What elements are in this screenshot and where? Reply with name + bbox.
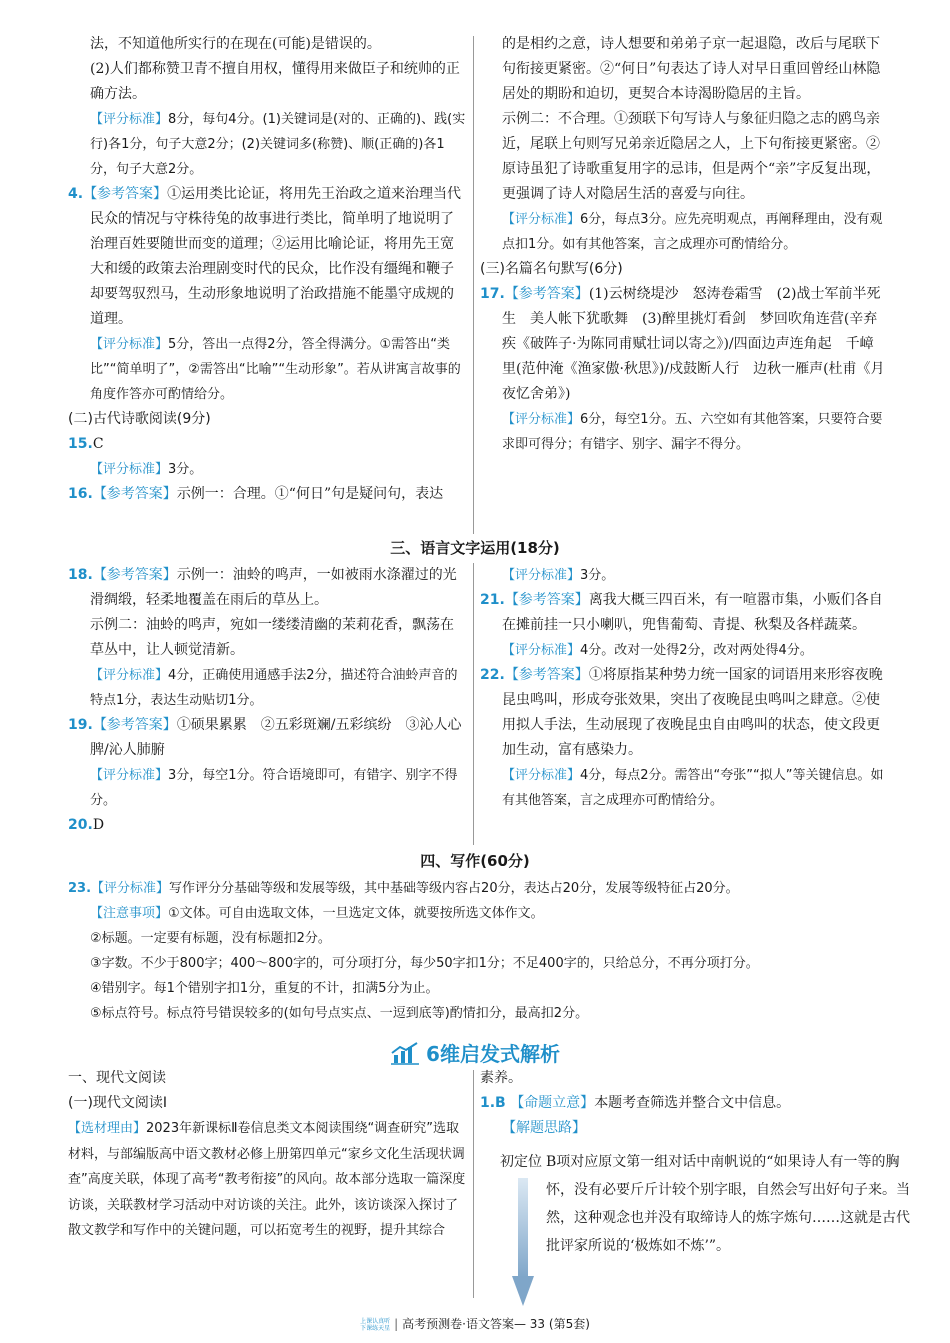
answer-tag: 【参考答案】 xyxy=(92,567,177,583)
scoring-text: 8分，每句4分。(1)关键词是(对的、正确的)、践(实行)各1分，句子大意2分；(2)关键词多(称赞)、顺(正确的)各1分，句子大意2分。 xyxy=(90,112,466,177)
section-title-3: 三、语言文字运用(18分) xyxy=(390,539,560,557)
question-21 xyxy=(480,588,885,638)
question-number: 19. xyxy=(68,717,93,733)
writing-section xyxy=(68,876,888,1026)
column-divider xyxy=(473,563,474,845)
answer-example-2: 示例二：不合理。①颈联下句写诗人与象征归隐之志的鸥鸟亲近，尾联上句则写兄弟亲近隐居之人，上下句衔接更紧密。②原诗虽犯了诗歌重复用字的忌讳，但是两个“亲”字反复出现，更强调了诗人对隐居生活的喜爱与向往。 xyxy=(502,111,881,202)
question-15 xyxy=(68,432,466,457)
answer-text: 离我大概三四百米，有一喧嚣市集，小贩们各自在摊前挂一只小喇叭，兜售葡萄、青提、秋梨及各样蔬菜。 xyxy=(502,592,883,633)
question-16 xyxy=(68,482,466,507)
text-line: 素养。 xyxy=(480,1070,522,1086)
scoring-standard xyxy=(480,407,885,457)
scoring-standard xyxy=(68,763,466,813)
scoring-standard xyxy=(68,107,466,182)
footer-separator: | xyxy=(394,1317,399,1331)
subsection-heading: (三)名篇名句默写(6分) xyxy=(480,261,623,277)
left-bottom-column xyxy=(68,1066,466,1244)
left-middle-column xyxy=(68,563,466,838)
answer-tag: 【参考答案】 xyxy=(504,286,589,302)
question-number: 15. xyxy=(68,436,93,452)
selection-text: 2023年新课标Ⅱ卷信息类文本阅读围绕“调查研究”选取材料，与部编版高中语文教材必修上册第四单元“家乡文化生活现状调查”高度关联，体现了高考“教考衔接”的风向。故本部分选取一篇深度访谈，关联教材学习活动中对访谈的关注。此外，该访谈深入探讨了散文教学和写作中的关键问题，可以拓宽考生的视野，提升其综合 xyxy=(68,1121,466,1238)
note-4: ④错别字。每1个错别字扣1分，重复的不计，扣满5分为止。 xyxy=(90,981,439,996)
scoring-tag: 【评分标准】 xyxy=(502,768,581,783)
note-5: ⑤标点符号。标点符号错误较多的(如句号点实点、一逗到底等)酌情扣分，最高扣2分。 xyxy=(90,1006,589,1021)
arrow-down-icon xyxy=(512,1178,534,1308)
question-1 xyxy=(480,1091,885,1116)
footer-logo xyxy=(360,1318,390,1332)
banner-title: 6维启发式解析 xyxy=(426,1042,560,1066)
selection-tag: 【选材理由】 xyxy=(68,1121,147,1136)
answer-text: (1)云树绕堤沙 怒涛卷霜雪 (2)战士军前半死生 美人帐下犹歌舞 (3)醉里挑灯看剑 梦回吹角连营(辛弃疾《破阵子·为陈同甫赋壮词以寄之》)/四面边声连角起 千嶂里(范仲淹《渔家傲·秋思》)/戍鼓断人行 边秋一雁声(杜甫《月夜忆舍弟》) xyxy=(502,286,885,402)
question-number: 16. xyxy=(68,486,93,502)
question-number: 20. xyxy=(68,817,93,833)
scoring-standard xyxy=(480,207,885,257)
flow-text: B项对应原文第一组对话中南帆说的“如果诗人有一等的胸怀，没有必要斤斤计较个别字眼，自然会写出好句子来。当然，这种观念也并没有取缔诗人的炼字炼句……这就是古代批评家所说的‘极炼如不炼’”。 xyxy=(546,1154,910,1254)
scoring-tag: 【评分标准】 xyxy=(502,568,581,583)
scoring-text: 3分。 xyxy=(168,462,203,477)
question-number: 17. xyxy=(480,286,505,302)
note-1 xyxy=(68,901,888,926)
answer-text: ①硕果累累 ②五彩斑斓/五彩缤纷 ③沁人心脾/沁人肺腑 xyxy=(90,717,462,758)
logo-line: 下课练天星 xyxy=(360,1324,391,1332)
intent-tag: 【命题立意】 xyxy=(510,1095,595,1111)
scoring-standard xyxy=(68,663,466,713)
text-line: 法，不知道他所实行的在现在(可能)是错误的。 xyxy=(90,36,381,52)
scoring-text: 写作评分分基础等级和发展等级，其中基础等级内容占20分，表达占20分，发展等级特征占20分。 xyxy=(169,881,739,896)
answer-example-2: 示例二：油蛉的鸣声，宛如一缕缕清幽的茉莉花香，飘荡在草丛中，让人顿觉清新。 xyxy=(90,617,454,658)
answer-text: D xyxy=(92,817,105,833)
solution-idea xyxy=(480,1116,885,1141)
scoring-tag: 【评分标准】 xyxy=(502,643,581,658)
answer-tag: 【参考答案】 xyxy=(504,592,589,608)
scoring-standard xyxy=(480,638,885,663)
scoring-text: 6分，每点3分。应先亮明观点，再阐释理由，没有观点扣1分。如有其他答案，言之成理亦可酌情给分。 xyxy=(502,212,883,252)
answer-text: C xyxy=(92,436,104,452)
analysis-banner xyxy=(0,1038,950,1067)
question-number: 22. xyxy=(480,667,505,683)
page-footer xyxy=(0,1315,950,1332)
answer-text: 示例一：合理。①“何日”句是疑问句，表达 xyxy=(176,486,444,502)
question-22 xyxy=(480,663,885,763)
right-bottom-column xyxy=(480,1066,885,1141)
footer-text: 高考预测卷·语文答案— 33 (第5套) xyxy=(402,1317,590,1331)
scoring-text: 6分，每空1分。五、六空如有其他答案，只要符合要求即可得分；有错字、别字、漏字不得分。 xyxy=(502,412,883,452)
scoring-tag: 【评分标准】 xyxy=(502,212,581,227)
question-4 xyxy=(68,182,466,332)
logo-line: 上课认真听 xyxy=(360,1317,391,1325)
scoring-tag: 【评分标准】 xyxy=(90,668,169,683)
scoring-standard xyxy=(68,332,466,407)
intent-text: 本题考查筛选并整合文中信息。 xyxy=(594,1095,791,1111)
note-3: ③字数。不少于800字；400～800字的，可分项打分，每少50字扣1分；不足400字的，只给总分，不再分项打分。 xyxy=(90,956,759,971)
flow-label: 初定位 xyxy=(500,1154,542,1170)
scoring-text: 4分。改对一处得2分，改对两处得4分。 xyxy=(580,643,813,658)
scoring-text: 4分，每点2分。需答出“夸张”“拟人”等关键信息。如有其他答案，言之成理亦可酌情给分。 xyxy=(502,768,884,808)
scoring-standard xyxy=(68,457,466,482)
translation-2: (2)人们都称赞卫青不擅自用权，懂得用来做臣子和统帅的正确方法。 xyxy=(90,61,460,102)
answer-text: 示例一：油蛉的鸣声，一如被雨水涤濯过的光滑绸缎，轻柔地覆盖在雨后的草丛上。 xyxy=(90,567,457,608)
scoring-tag: 【评分标准】 xyxy=(91,881,170,896)
question-number: 4. xyxy=(68,186,84,202)
scoring-text: 3分，每空1分。符合语境即可，有错字、别字不得分。 xyxy=(90,768,458,808)
scoring-tag: 【评分标准】 xyxy=(90,462,169,477)
scoring-tag: 【评分标准】 xyxy=(502,412,581,427)
scoring-tag: 【评分标准】 xyxy=(90,768,169,783)
right-top-column xyxy=(480,32,885,457)
heading-reading-1: (一)现代文阅读Ⅰ xyxy=(68,1095,168,1111)
scoring-tag: 【评分标准】 xyxy=(90,337,169,352)
question-number: 21. xyxy=(480,592,505,608)
scoring-standard xyxy=(480,563,885,588)
section-title-4: 四、写作(60分) xyxy=(420,852,530,870)
selection-reason xyxy=(68,1116,466,1244)
question-17 xyxy=(480,282,885,407)
scoring-text: 4分，正确使用通感手法2分，描述符合油蛉声音的特点1分，表达生动贴切1分。 xyxy=(90,668,458,708)
question-number: 18. xyxy=(68,567,93,583)
answer-text: ①运用类比论证，将用先王治政之道来治理当代民众的情况与守株待兔的故事进行类比，简单明了地说明了治理百姓要随世而变的道理；②运用比喻论证，将用先王宽大和缓的政策去治理剧变时代的民众，比作没有缰绳和鞭子却要驾驭烈马，生动形象地说明了治政措施不能墨守成规的道理。 xyxy=(90,186,462,327)
scoring-standard xyxy=(480,763,885,813)
question-18 xyxy=(68,563,466,613)
solution-tag: 【解题思路】 xyxy=(502,1120,586,1136)
answer-tag: 【参考答案】 xyxy=(504,667,589,683)
subsection-heading: (二)古代诗歌阅读(9分) xyxy=(68,411,211,427)
question-23 xyxy=(68,876,888,901)
question-number: 23. xyxy=(68,881,92,896)
chart-icon xyxy=(390,1041,420,1065)
note-text: ①文体。可自由选取文体，一旦选定文体，就要按所选文体作文。 xyxy=(168,906,544,921)
answer-text: ①将原指某种势力统一国家的词语用来形容夜晚昆虫鸣叫，形成夸张效果，突出了夜晚昆虫鸣叫之肆意。②使用拟人手法，生动展现了夜晚昆虫自由鸣叫的状态，使文段更加生动，富有感染力。 xyxy=(502,667,883,758)
left-top-column xyxy=(68,32,466,507)
note-2: ②标题。一定要有标题，没有标题扣2分。 xyxy=(90,931,331,946)
answer-continuation: 的是相约之意，诗人想要和弟弟子京一起退隐，改后与尾联下句衔接更紧密。②“何日”句表达了诗人对早日重回曾经山林隐居处的期盼和迫切，更契合本诗渴盼隐居的主旨。 xyxy=(502,36,881,102)
scoring-text: 5分，答出一点得2分，答全得满分。①需答出“类比”“简单明了”，②需答出“比喻”“生动形象”。若从讲寓言故事的角度作答亦可酌情给分。 xyxy=(90,337,461,402)
answer-tag: 【参考答案】 xyxy=(92,717,177,733)
scoring-tag: 【评分标准】 xyxy=(90,112,169,127)
scoring-text: 3分。 xyxy=(580,568,615,583)
column-divider xyxy=(473,36,474,534)
right-middle-column xyxy=(480,563,885,813)
question-20 xyxy=(68,813,466,838)
note-tag: 【注意事项】 xyxy=(90,906,169,921)
question-number: 1.B xyxy=(480,1095,506,1111)
question-19 xyxy=(68,713,466,763)
answer-tag: 【参考答案】 xyxy=(92,486,177,502)
heading-modern-reading: 一、现代文阅读 xyxy=(68,1070,166,1086)
answer-tag: 【参考答案】 xyxy=(83,186,168,202)
column-divider xyxy=(473,1070,474,1298)
